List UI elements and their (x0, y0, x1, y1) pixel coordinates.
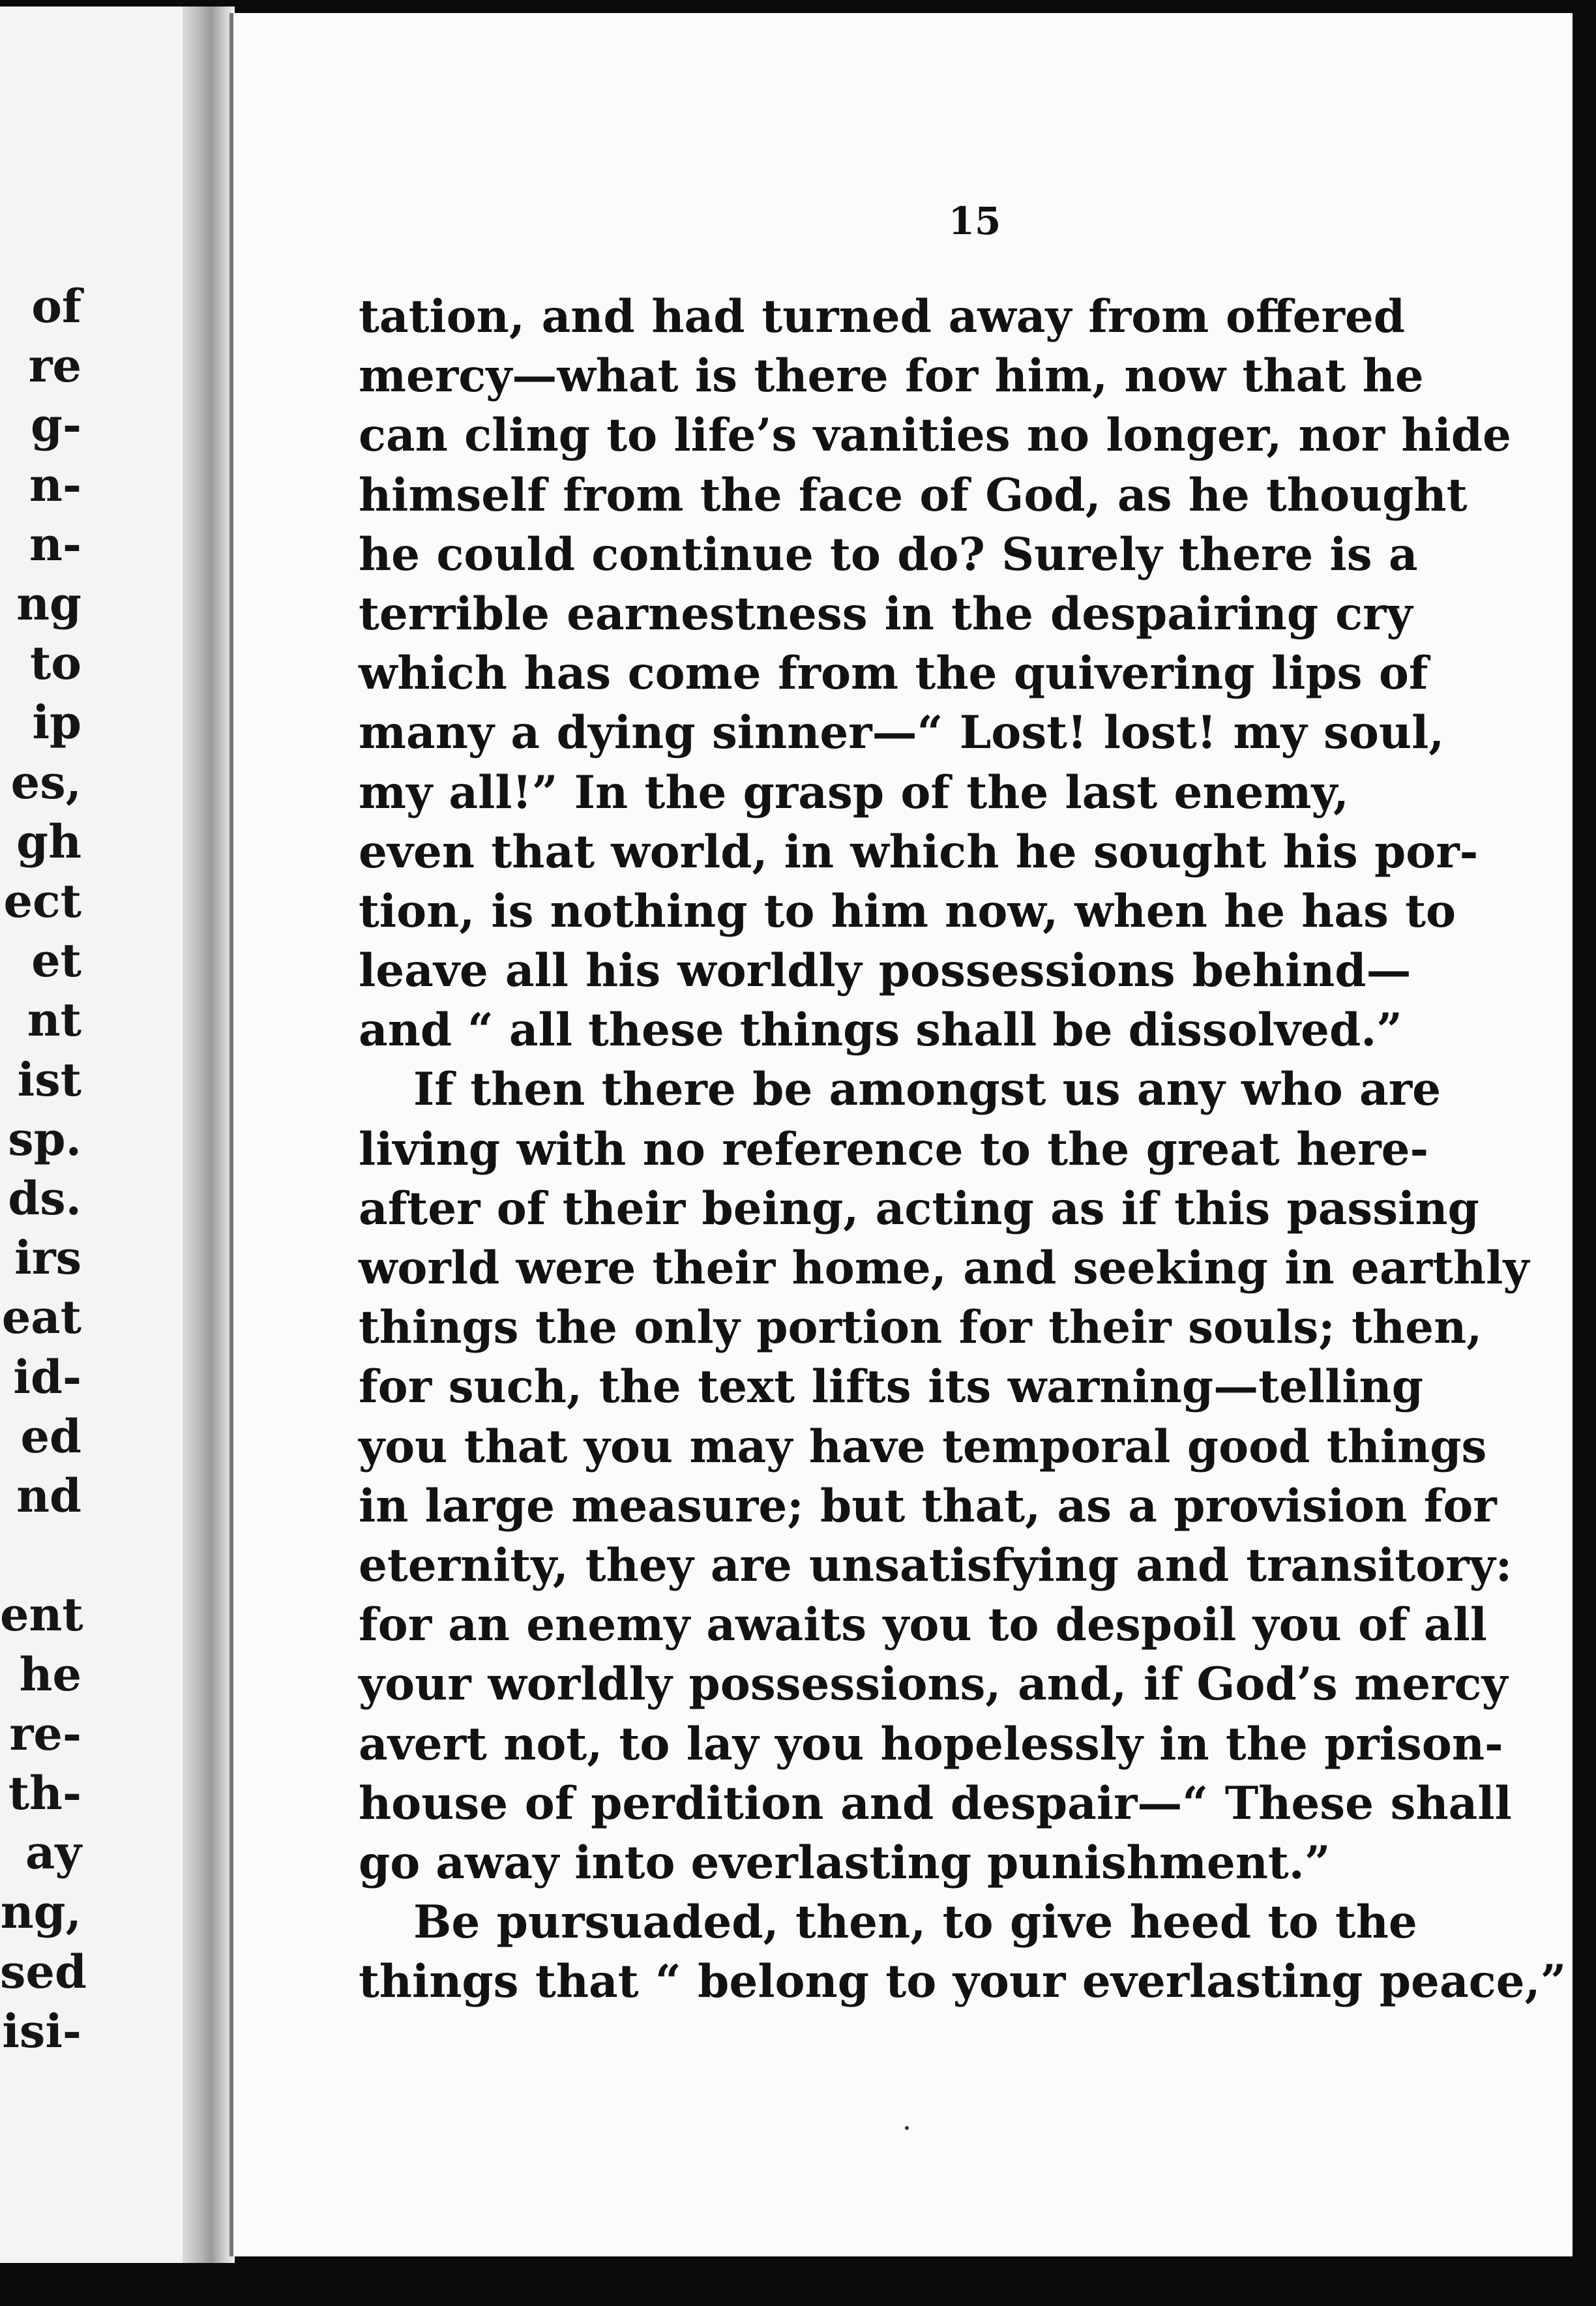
left-page-fragment: ed (20, 1409, 81, 1463)
left-page-fragment: n- (29, 517, 81, 571)
text-line: tion, is nothing to him now, when he has to (359, 884, 1456, 938)
left-page-fragment: es, (10, 755, 81, 809)
text-line: things that “ belong to your everlasting peace,” (359, 1955, 1567, 2009)
left-page-fragment: sp. (8, 1111, 81, 1166)
text-line: my all!” In the grasp of the last enemy, (359, 766, 1349, 819)
left-page-fragment: ng, (0, 1885, 81, 1939)
left-page-fragment: eat (1, 1290, 81, 1345)
text-line: house of perdition and despair—“ These shall (359, 1776, 1512, 1830)
left-page-fragment: nd (16, 1469, 81, 1523)
text-line: in large measure; but that, as a provision for (359, 1479, 1497, 1533)
book-gutter (183, 7, 235, 2263)
left-page-fragment: of (31, 279, 81, 333)
text-line: and “ all these things shall be dissolved.” (359, 1004, 1402, 1057)
text-line: many a dying sinner—“ Lost! lost! my soul, (359, 706, 1445, 760)
left-page-fragment: ist (17, 1052, 81, 1107)
text-line: after of their being, acting as if this passing (359, 1182, 1479, 1235)
left-page-fragment: ent (0, 1587, 83, 1642)
text-line: things the only portion for their souls; then, (359, 1301, 1483, 1355)
left-page-fragment: to (29, 636, 81, 691)
text-line: tation, and had turned away from offered (359, 290, 1406, 343)
left-page-fragment: th- (8, 1766, 81, 1820)
text-line: avert not, to lay you hopelessly in the prison- (359, 1717, 1503, 1771)
body-text (359, 287, 1596, 2011)
text-line: can cling to life’s vanities no longer, nor hide (359, 409, 1511, 462)
left-page-fragment: re (28, 338, 81, 393)
left-page-fragment: g- (31, 398, 81, 453)
left-page-fragment: id- (13, 1349, 81, 1404)
left-page-fragment: ds. (8, 1171, 81, 1225)
left-page-fragment: he (19, 1647, 81, 1701)
left-page-fragment: ng (16, 576, 81, 631)
text-line: eternity, they are unsatisfying and transitory: (359, 1538, 1513, 1592)
text-line: Be pursuaded, then, to give heed to the (413, 1896, 1417, 1949)
text-line: If then there be amongst us any who are (413, 1063, 1441, 1116)
text-line: which has come from the quivering lips of (359, 647, 1428, 700)
left-page-fragment: n- (29, 457, 81, 512)
text-line: for such, the text lifts its warning—telling (359, 1360, 1423, 1414)
left-page-fragment: gh (16, 814, 81, 869)
left-page-fragment: ect (3, 874, 81, 928)
page-number: 15 (948, 199, 1001, 243)
left-page-fragment: isi- (2, 2003, 81, 2058)
left-page-fragment: re- (9, 1706, 81, 1761)
text-line: he could continue to do? Surely there is a (359, 528, 1418, 581)
text-line: your worldly possessions, and, if God’s mercy (359, 1658, 1508, 1711)
text-line: leave all his worldly possessions behind— (359, 944, 1411, 998)
book-page (229, 13, 1573, 2256)
text-line: you that you may have temporal good things (359, 1420, 1487, 1473)
left-facing-page (0, 7, 196, 2263)
left-page-fragment: ay (25, 1825, 81, 1880)
text-line: terrible earnestness in the despairing cry (359, 587, 1413, 640)
speck (905, 2126, 909, 2130)
text-line: mercy—what is there for him, now that he (359, 350, 1424, 403)
text-line: living with no reference to the great here- (359, 1122, 1429, 1176)
left-page-fragment: nt (27, 993, 81, 1047)
text-line: even that world, in which he sought his por- (359, 825, 1479, 878)
text-line: go away into everlasting punishment.” (359, 1836, 1331, 1889)
text-line: for an enemy awaits you to despoil you of all (359, 1598, 1487, 1652)
left-page-fragment: irs (14, 1231, 81, 1285)
left-page-fragment: ip (32, 695, 81, 750)
left-page-fragment: et (31, 933, 81, 988)
text-line: himself from the face of God, as he thought (359, 468, 1468, 522)
text-line: world were their home, and seeking in earthly (359, 1242, 1530, 1295)
left-page-fragment: sed (0, 1944, 87, 1999)
